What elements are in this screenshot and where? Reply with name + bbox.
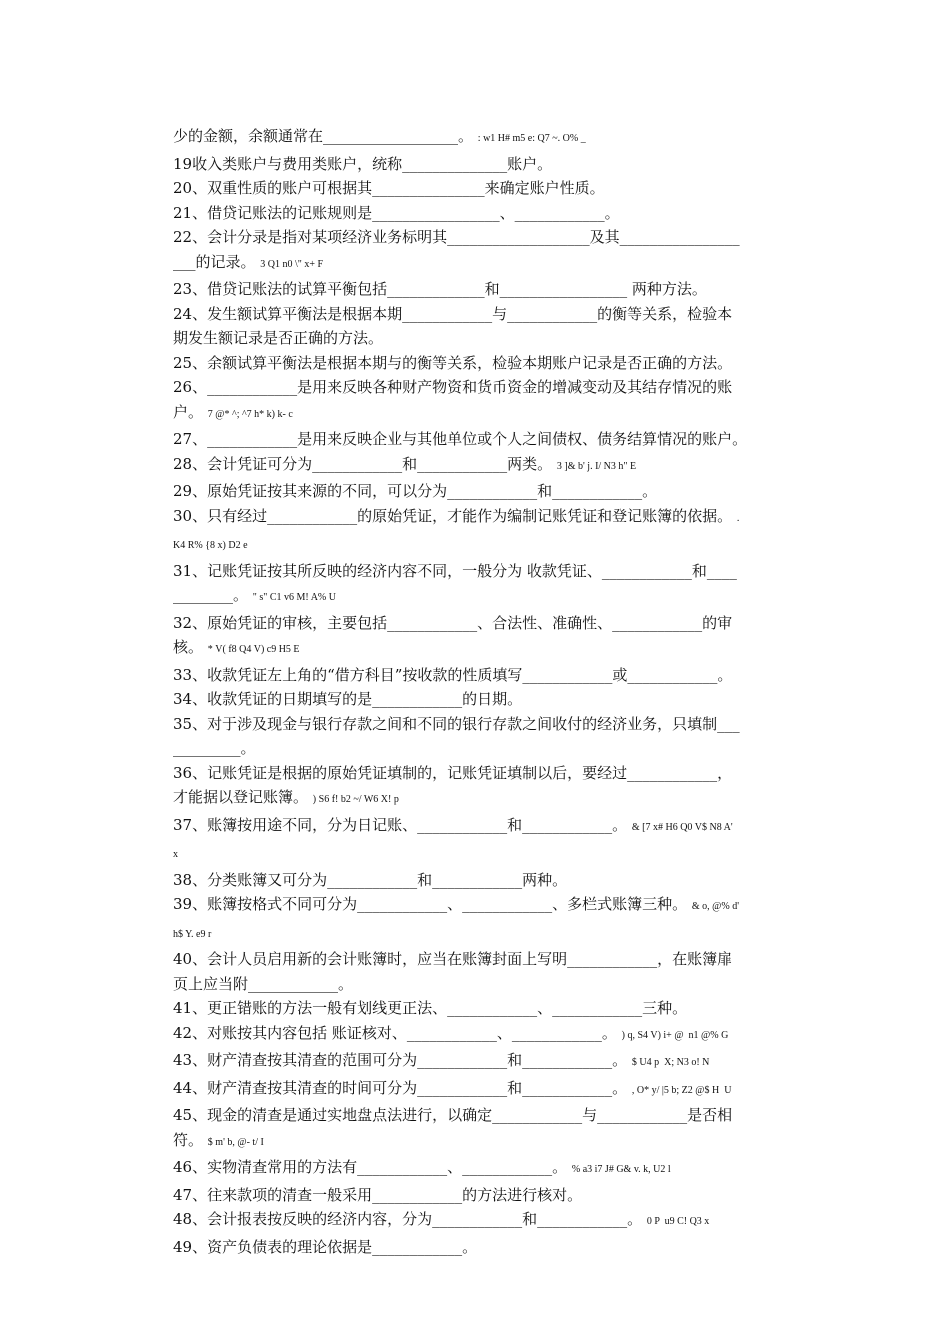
watermark-noise-text: h$ Y. e9 r (173, 928, 212, 940)
text-line (173, 1183, 809, 1208)
text-line (173, 1048, 809, 1076)
watermark-noise-text: . (736, 512, 740, 524)
line-text: 29、原始凭证按其来源的不同，可以分为____________和____________。 (173, 482, 658, 500)
text-line (173, 635, 809, 663)
text-line (173, 201, 809, 226)
text-line (173, 1021, 809, 1049)
text-line (173, 400, 809, 428)
line-text: 核。 (173, 638, 204, 656)
document-body (173, 124, 809, 1259)
text-line (173, 452, 809, 480)
watermark-noise-text: $ U4 p X; N3 o! N (631, 1057, 710, 1068)
text-line (173, 375, 809, 400)
line-text: 页上应当附____________。 (173, 974, 354, 993)
watermark-noise-text: K4 R% {8 x) D2 e (173, 540, 248, 551)
line-text: 28、会计凭证可分为____________和____________两类。 (173, 454, 553, 473)
text-line (173, 277, 809, 302)
text-line (173, 1155, 809, 1183)
text-line (173, 479, 809, 504)
watermark-noise-text: : w1 H# m5 e: Q7 ~. O% _ (477, 133, 586, 144)
text-line (173, 1207, 809, 1235)
line-text: 44、财产清查按其清查的时间可分为____________和____________。 (173, 1078, 628, 1097)
watermark-noise-text: ) S6 f! b2 ~/ W6 X! p (312, 794, 399, 805)
line-text: 32、原始凭证的审核，主要包括____________、合法性、准确性、____________的审 (173, 613, 733, 632)
text-line (173, 326, 809, 351)
line-text: 38、分类账簿又可分为____________和____________两种。 (173, 870, 568, 889)
text-line (173, 996, 809, 1021)
line-text: 23、借贷记账法的试算平衡包括_____________和_________________ 两种方法。 (173, 280, 707, 298)
line-text: 30、只有经过____________的原始凭证，才能作为编制记账凭证和登记账簿的依据。 (173, 506, 733, 525)
text-line (173, 531, 809, 559)
text-line (173, 559, 809, 584)
text-line (173, 611, 809, 636)
line-text: ___的记录。 (173, 252, 256, 271)
line-text: 22、会计分录是指对某项经济业务标明其___________________及其________________ (173, 228, 740, 246)
line-text: 49、资产负债表的理论依据是____________。 (173, 1237, 478, 1256)
watermark-noise-text: $ m' b, @- t/ I (207, 1136, 264, 1148)
line-text: 20、双重性质的账户可根据其_______________来确定账户性质。 (173, 179, 605, 197)
text-line (173, 712, 809, 737)
text-line (173, 225, 809, 250)
watermark-noise-text: " s" C1 v6 M! A% U (252, 592, 336, 603)
text-line (173, 1128, 809, 1156)
line-text: 47、往来款项的清查一般采用____________的方法进行核对。 (173, 1185, 583, 1204)
watermark-noise-text: & o, @% d' (691, 901, 739, 912)
line-text: 25、余额试算平衡法是根据本期与的衡等关系，检验本期账户记录是否正确的方法。 (173, 353, 733, 372)
text-line (173, 972, 809, 997)
line-text: _________。 (173, 739, 256, 757)
watermark-noise-text: % a3 i7 J# G& v. k, U2 l (571, 1164, 671, 1175)
line-text: 40、会计人员启用新的会计账簿时，应当在账簿封面上写明____________，在账簿扉 (173, 950, 733, 968)
line-text: 27、____________是用来反映企业与其他单位或个人之间债权、债务结算情况的账户。 (173, 430, 748, 448)
text-line (173, 813, 809, 841)
watermark-noise-text: , O* y/ |5 b; Z2 @$ H U (631, 1084, 732, 1096)
line-text: 35、对于涉及现金与银行存款之间和不同的银行存款之间收付的经济业务，只填制___ (173, 714, 740, 733)
text-line (173, 736, 809, 761)
watermark-noise-text: ) q, S4 V) i+ @ n1 @% G (621, 1029, 729, 1041)
text-line (173, 1103, 809, 1128)
line-text: 33、收款凭证左上角的“借方科目”按收款的性质填写____________或____________。 (173, 665, 733, 684)
watermark-noise-text: 0 P u9 C! Q3 x (646, 1216, 710, 1227)
text-line (173, 868, 809, 893)
text-line (173, 302, 809, 327)
text-line (173, 947, 809, 972)
line-text: 48、会计报表按反映的经济内容，分为____________和____________。 (173, 1210, 643, 1228)
line-text: 19收入类账户与费用类账户，统称______________账户。 (173, 154, 553, 173)
line-text: 31、记账凭证按其所反映的经济内容不同，一般分为 收款凭证、____________和____ (173, 561, 737, 580)
text-line (173, 663, 809, 688)
text-line (173, 250, 809, 278)
text-line (173, 687, 809, 712)
line-text: 41、更正错账的方法一般有划线更正法、____________、____________三种。 (173, 999, 688, 1017)
line-text: 37、账簿按用途不同，分为日记账、____________和____________。 (173, 815, 628, 834)
text-line (173, 504, 809, 532)
text-line (173, 1235, 809, 1260)
text-line (173, 840, 809, 868)
watermark-noise-text: x (173, 849, 178, 860)
watermark-noise-text: 3 ]& b' j. I/ N3 h" E (556, 460, 637, 472)
text-line (173, 583, 809, 611)
line-text: 21、借贷记账法的记账规则是_________________、____________。 (173, 203, 620, 222)
line-text: 39、账簿按格式不同可分为____________、____________、多栏式账簿三种。 (173, 895, 688, 913)
text-line (173, 152, 809, 177)
text-line (173, 785, 809, 813)
line-text: 少的金额，余额通常在__________________。 (173, 127, 474, 145)
line-text: 42、对账按其内容包括 账证核对、____________、____________。 (173, 1023, 617, 1042)
line-text: 期发生额记录是否正确的方法。 (173, 329, 384, 347)
text-line (173, 920, 809, 948)
line-text: 36、记账凭证是根据的原始凭证填制的，记账凭证填制以后，要经过____________， (173, 763, 733, 782)
text-line (173, 1076, 809, 1104)
line-text: 才能据以登记账簿。 (173, 788, 309, 806)
text-line (173, 892, 809, 920)
text-line (173, 427, 809, 452)
watermark-noise-text: * V( f8 Q4 V) c9 H5 E (207, 644, 300, 655)
watermark-noise-text: 7 @* ^; ^7 h* k) k- c (207, 408, 293, 420)
line-text: 24、发生额试算平衡法是根据本期____________与____________的衡等关系，检验本 (173, 304, 733, 323)
line-text: 46、实物清查常用的方法有____________、____________。 (173, 1158, 568, 1176)
text-line (173, 176, 809, 201)
line-text: 户。 (173, 402, 204, 421)
line-text: ________。 (173, 586, 249, 604)
watermark-noise-text: 3 Q1 n0 \" x+ F (260, 258, 324, 270)
text-line (173, 761, 809, 786)
line-text: 26、____________是用来反映各种财产物资和货币资金的增减变动及其结存情况的账 (173, 378, 733, 396)
line-text: 45、现金的清查是通过实地盘点法进行，以确定____________与____________是否相 (173, 1106, 733, 1124)
line-text: 43、财产清查按其清查的范围可分为____________和____________。 (173, 1051, 628, 1069)
line-text: 34、收款凭证的日期填写的是____________的日期。 (173, 690, 523, 708)
watermark-noise-text: & [7 x# H6 Q0 V$ N8 A' (631, 821, 733, 833)
text-line (173, 124, 809, 152)
line-text: 符。 (173, 1130, 204, 1149)
text-line (173, 351, 809, 376)
